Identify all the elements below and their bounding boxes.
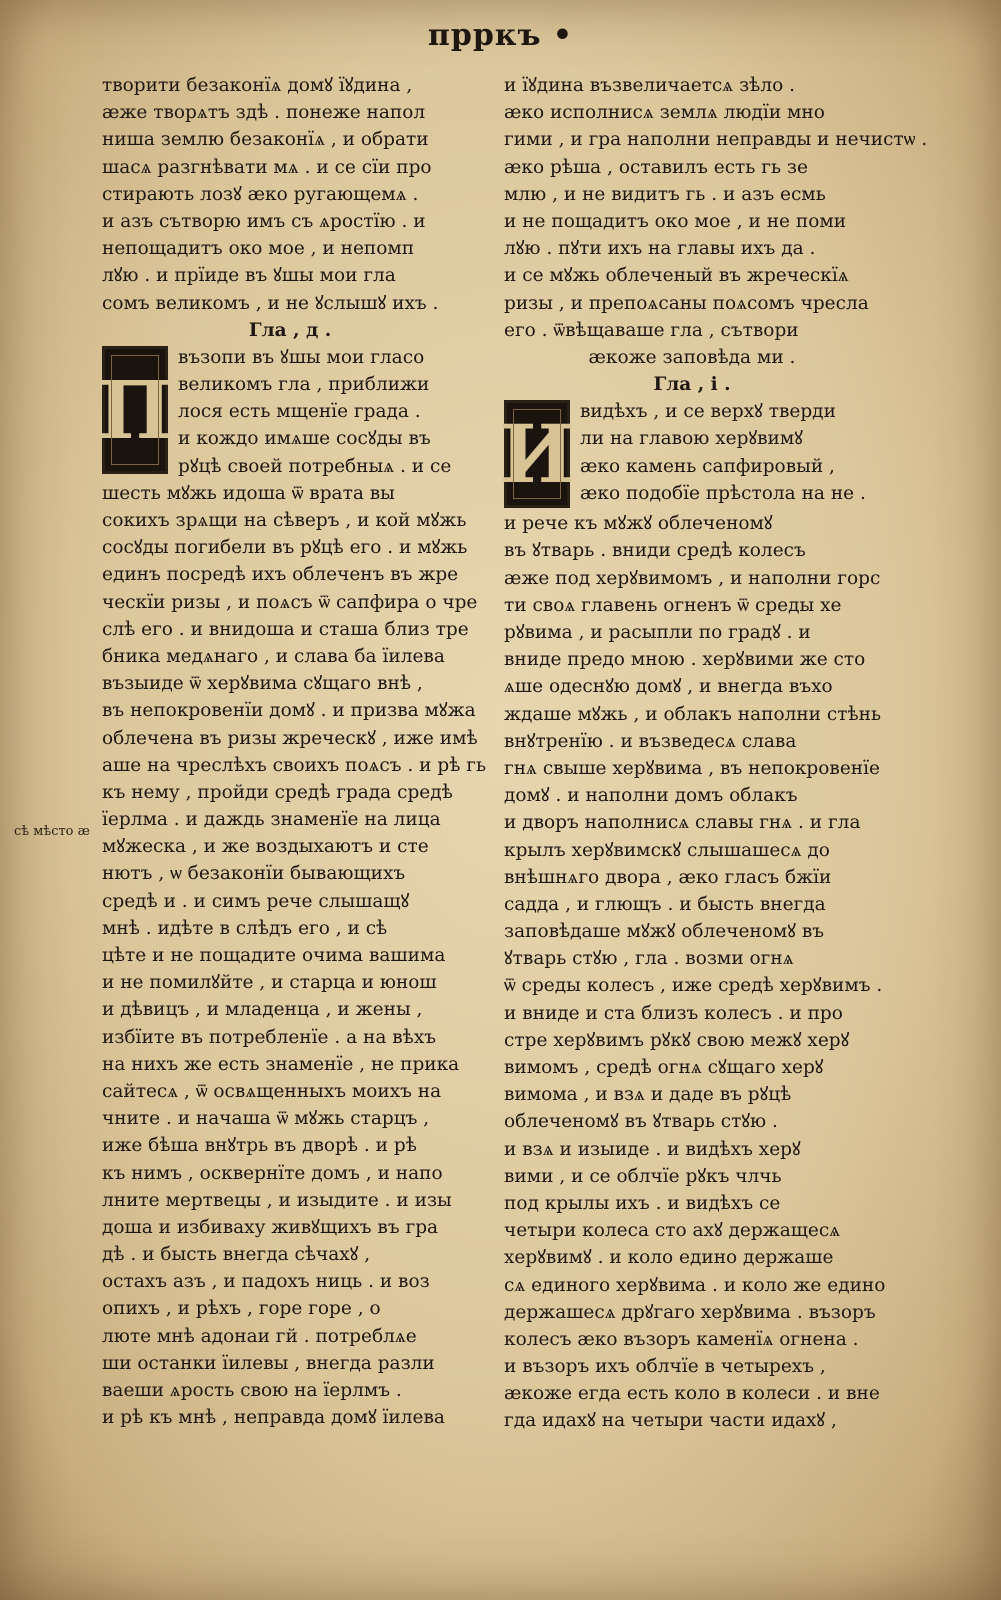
text-line: гими , и гра наполни неправды и нечистѡ .	[504, 129, 928, 151]
text-line: възыиде ѿ херꙋвима сꙋщаго внѣ ,	[102, 673, 423, 695]
text-line: мнѣ . идѣте в слѣдъ его , и сѣ	[102, 917, 388, 939]
text-line: и кождо имѧше сосꙋды въ	[178, 428, 431, 450]
text-line: ӕкоже егда есть коло в колеси . и вне	[504, 1383, 880, 1405]
text-line: сомъ великомъ , и не ꙋслышꙋ ихъ .	[102, 292, 439, 314]
text-line: млю , и не видитъ гь . и азъ есмь	[504, 183, 826, 205]
text-line: лꙋю . пꙋти ихъ на главы ихъ да .	[504, 238, 816, 260]
margin-note: сѣ мѣсто ӕ	[14, 824, 90, 839]
text-line: къ нимъ , осквернїте домъ , и напо	[102, 1162, 443, 1184]
decorated-initial-left	[97, 346, 173, 474]
text-line: облечена въ ризы жреческꙋ , иже имѣ	[102, 727, 478, 749]
left-initial-block	[97, 344, 478, 480]
text-line: бника медѧнаго , и слава ба їилева	[102, 645, 445, 667]
initial-letter-left: П	[97, 362, 173, 457]
text-line: единъ посредѣ ихъ облеченъ въ жре	[102, 564, 459, 586]
text-line: ниша землю безаконїѧ , и обрати	[102, 129, 429, 151]
text-line: домꙋ . и наполни домъ облакъ	[504, 785, 798, 807]
right-chapter-heading: Гла , і .	[653, 374, 731, 396]
left-text-block	[102, 72, 478, 317]
text-line: внꙋтренїю . и възведесѧ слава	[504, 730, 797, 752]
text-line: остахъ азъ , и падохъ ниць . и воз	[102, 1271, 430, 1293]
text-line: под крылы ихъ . и видѣхъ се	[504, 1192, 781, 1214]
text-line: и дворъ наполнисѧ славы гнѧ . и гла	[504, 812, 861, 834]
text-line: рꙋцѣ своей потребныѧ . и се	[178, 455, 452, 477]
text-line: аше на чреслѣхъ своихъ поѧсъ . и рѣ гь	[102, 754, 487, 776]
text-line: шасѧ разгнѣвати мѧ . и се сїи про	[102, 156, 432, 178]
text-line: слѣ его . и внидоша и сташа близ тре	[102, 618, 469, 640]
text-line: ши останки їилевы , внегда разли	[102, 1352, 435, 1374]
right-closing-line: ӕкоже заповѣда ми .	[588, 346, 796, 368]
text-line: лните мертвецы , и изыдите . и изы	[102, 1189, 452, 1211]
text-line: на нихъ же есть знаменїе , не прика	[102, 1053, 460, 1075]
text-line: вимомъ , средѣ огнѧ сꙋщаго херꙋ	[504, 1057, 824, 1078]
text-line: четыри колеса сто ахꙋ держащесѧ	[504, 1220, 841, 1242]
text-line: ризы , и препоѧсаны поѧсомъ чресла	[504, 292, 869, 314]
text-line: и дѣвицъ , и младенца , и жены ,	[102, 999, 423, 1021]
text-line: творити безаконїѧ домꙋ їꙋдина ,	[102, 75, 413, 96]
text-line: сокихъ зрѧщи на сѣверъ , и кой мꙋжь	[102, 510, 467, 531]
text-line: къ нему , пройди средѣ града средѣ	[102, 781, 453, 803]
text-line: сѧ единого херꙋвима . и коло же едино	[504, 1274, 886, 1296]
text-line: и їꙋдина възвеличаетсѧ зѣло .	[504, 75, 795, 96]
text-line: їерлма . и даждь знаменїе на лица	[102, 809, 441, 831]
text-line: рꙋвима , и расыпли по градꙋ . и	[504, 622, 811, 643]
text-line: ӕко исполнисѧ землѧ людїи мно	[504, 102, 825, 124]
text-line: сосꙋды погибели въ рꙋцѣ его . и мꙋжь	[102, 537, 468, 559]
text-line: ждаше мꙋжь , и облакъ наполни стѣнь	[504, 703, 882, 725]
text-line: ӕко камень сапфировый ,	[580, 455, 835, 477]
text-line: и взѧ и изыиде . и видѣхъ херꙋ	[504, 1138, 801, 1160]
text-line: и не пощадитъ око мое , и не поми	[504, 210, 847, 232]
text-line: видѣхъ , и се верхꙋ тверди	[580, 401, 836, 423]
text-line: ӕко рѣша , оставилъ есть гь зе	[504, 156, 808, 178]
text-line: ӕже творѧтъ здѣ . понеже напол	[102, 102, 426, 124]
running-head: прркъ •	[427, 18, 574, 53]
left-chapter-heading: Гла , д .	[248, 319, 332, 341]
text-line: доша и избиваху живꙋщихъ въ гра	[102, 1216, 439, 1238]
text-line: иже бѣша внꙋтрь въ дворѣ . и рѣ	[102, 1135, 417, 1157]
text-line: нютъ , ѡ безаконїи бывающихъ	[102, 863, 406, 885]
text-line: непощадитъ око мое , и непомп	[102, 238, 415, 260]
text-line: вими , и се облчїе рꙋкъ члчь	[504, 1165, 782, 1187]
text-line: и рѣ къ мнѣ , неправда домꙋ їилева	[102, 1407, 445, 1429]
text-line: сайтесѧ , ѿ освѧщенныхъ моихъ на	[102, 1080, 442, 1102]
text-line: стре херꙋвимъ рꙋкꙋ свою межꙋ херꙋ	[504, 1029, 850, 1051]
text-line: и вниде и ста близъ колесъ . и про	[504, 1002, 843, 1024]
text-line: лося есть мщенїе града .	[178, 401, 421, 423]
text-line: ꙋтварь стꙋю , гла . возми огнѧ	[504, 948, 794, 970]
text-line: гнѧ свыше херꙋвима , въ непокровенїе	[504, 757, 880, 779]
text-line: дѣ . и бысть внегда сѣчахꙋ ,	[102, 1244, 371, 1266]
text-line: въ ꙋтварь . вниди средѣ колесъ	[504, 540, 806, 562]
text-line: заповѣдаше мꙋжꙋ облеченомꙋ въ	[504, 921, 825, 943]
initial-letter-right: И	[499, 407, 575, 502]
text-line: ӕже под херꙋвимомъ , и наполни горс	[504, 567, 881, 589]
text-line: чните . и начаша ѿ мꙋжь старцъ ,	[102, 1108, 430, 1130]
text-line: шесть мꙋжь идоша ѿ врата вы	[102, 482, 395, 504]
text-line: и азъ сътворю имъ съ ѧростїю . и	[102, 210, 426, 232]
text-line: мꙋжеска , и же воздыхаютъ и сте	[102, 836, 429, 858]
text-line: ческїи ризы , и поѧсъ ѿ сапфира о чре	[102, 591, 478, 613]
text-line: ӕко подобїе прѣстола на не .	[580, 482, 866, 504]
text-line: ли на главою херꙋвимꙋ	[580, 428, 803, 450]
text-line: херꙋвимꙋ . и коло едино держаше	[504, 1247, 834, 1269]
left-text-block-2	[102, 480, 487, 1432]
text-line: възопи въ ꙋшы мои гласо	[178, 346, 425, 368]
text-line: и рече къ мꙋжꙋ облеченомꙋ	[504, 513, 773, 535]
text-line: въ непокровенїи домꙋ . и призва мꙋжа	[102, 700, 476, 722]
text-line: опихъ , и рѣхъ , горе горе , о	[102, 1298, 381, 1320]
text-line: ваеши ѧрость свою на їерлмъ .	[102, 1380, 402, 1401]
text-line: средѣ и . и симъ рече слышащꙋ	[102, 890, 410, 912]
text-line: и не помилꙋйте , и старца и юнош	[102, 972, 437, 994]
right-column	[499, 72, 928, 1435]
text-line: и се мꙋжь облеченый въ жреческїѧ	[504, 265, 849, 287]
text-line: крылъ херꙋвимскꙋ слышашесѧ до	[504, 839, 830, 861]
right-text-block-2	[504, 510, 886, 1434]
text-line: избїите въ потребленїе . а на вѣхъ	[102, 1026, 437, 1048]
text-line: люте мнѣ адонаи гй . потреблѧе	[102, 1325, 417, 1347]
text-line: садда , и глющъ . и бысть внегда	[504, 893, 826, 915]
text-line: вимома , и взѧ и даде въ рꙋцѣ	[504, 1084, 792, 1106]
text-line: вниде предо мною . херꙋвими же сто	[504, 649, 866, 671]
decorated-initial-right	[499, 400, 575, 508]
text-line: его . ѿвѣщаваше гла , сътвори	[504, 319, 799, 341]
text-line: великомъ гла , приближи	[178, 374, 430, 396]
text-line: облеченомꙋ въ ꙋтварь стꙋю .	[504, 1111, 778, 1133]
text-line: ѿ среды колесъ , иже средѣ херꙋвимъ .	[504, 975, 883, 997]
text-line: и възоръ ихъ облчїе в четырехъ ,	[504, 1356, 826, 1378]
text-line: стирають лозꙋ ӕко ругающемѧ .	[102, 183, 419, 205]
left-column	[97, 72, 487, 1431]
right-text-block	[504, 72, 928, 344]
text-line: ѧше одеснꙋю домꙋ , и внегда въхо	[504, 676, 833, 698]
text-line: лꙋю . и прїиде въ ꙋшы мои гла	[102, 265, 396, 287]
text-line: колесъ ӕко възоръ каменїѧ огнена .	[504, 1328, 859, 1350]
text-line: внѣшнѧго двора , ӕко гласъ бжїи	[504, 866, 832, 888]
text-line: держашесѧ дрꙋгаго херꙋвима . възоръ	[504, 1301, 876, 1323]
text-line: цѣте и не пощадите очима вашима	[102, 945, 446, 966]
text-line: ти своѧ главень огненъ ѿ среды хе	[504, 594, 842, 616]
text-line: гда идахꙋ на четыри части идахꙋ ,	[504, 1410, 837, 1432]
right-initial-block	[499, 398, 880, 507]
